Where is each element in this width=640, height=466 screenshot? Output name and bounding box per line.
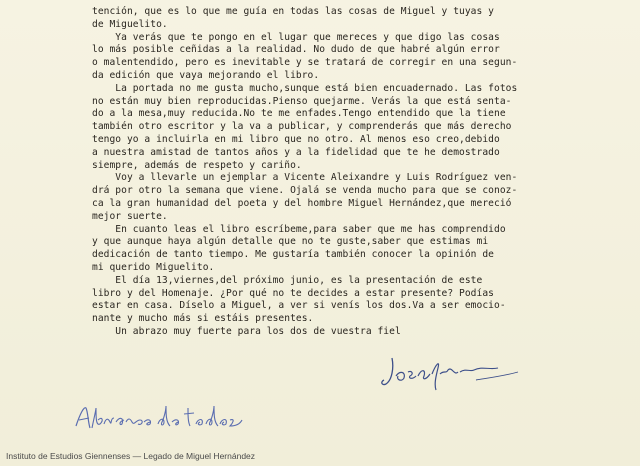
letter-line: libro y del Homenaje. ¿Por qué no te decides a estar presente? Podías xyxy=(92,287,494,299)
letter-line: En cuanto leas el libro escríbeme,para saber que me has comprendido xyxy=(92,223,506,235)
letter-line: mi querido Miguelito. xyxy=(92,261,215,273)
letter-line: ca la gran humanidad del poeta y del hombre Miguel Hernández,que mereció xyxy=(92,197,512,209)
letter-line: mejor suerte. xyxy=(92,210,168,222)
letter-line: Ya verás que te pongo en el lugar que mereces y que digo las cosas xyxy=(92,31,500,43)
letter-line: siempre, además de respeto y cariño. xyxy=(92,159,302,171)
letter-line: no están muy bien reproducidas.Pienso quejarme. Verás la que está senta- xyxy=(92,95,512,107)
letter-line: a nuestra amistad de tantos años y a la fidelidad que te he demostrado xyxy=(92,146,500,158)
letter-line: do a la mesa,muy reducida.No te me enfades.Tengo entendido que la tiene xyxy=(92,108,506,120)
letter-line: La portada no me gusta mucho,sunque está bien encuadernado. Las fotos xyxy=(92,82,518,94)
letter-line: de Miguelito. xyxy=(92,18,168,30)
letter-line: El día 13,viernes,del próximo junio, es la presentación de este xyxy=(92,274,483,286)
letter-line: nante y mucho más si estáis presentes. xyxy=(92,313,314,325)
letter-line: da edición que vaya mejorando el libro. xyxy=(92,69,320,81)
letter-line: Un abrazo muy fuerte para los dos de vuestra fiel xyxy=(92,325,401,337)
handwritten-signature xyxy=(378,350,528,394)
letter-line: dedicación de tanto tiempo. Me gustaría también conocer la opinión de xyxy=(92,249,494,261)
letter-line: Voy a llevarle un ejemplar a Vicente Aleixandre y Luis Rodríguez ven- xyxy=(92,172,518,184)
archive-credit: Instituto de Estudios Giennenses — Legado de Miguel Hernández xyxy=(6,451,256,461)
letter-line: tención, que es lo que me guía en todas las cosas de Miguel y tuyas y xyxy=(92,6,494,17)
letter-body xyxy=(92,6,638,339)
letter-line: drá por otro la semana que viene. Ojalá se venda mucho para que se conoz- xyxy=(92,185,518,197)
letter-line: también otro escritor y la va a publicar, y comprenderás que más derecho xyxy=(92,121,512,133)
letter-line: lo más posible ceñidas a la realidad. No dudo de que habré algún error xyxy=(92,44,500,56)
letter-line: y que aunque haya algún detalle que no te guste,saber que estimas mi xyxy=(92,236,489,248)
handwritten-note xyxy=(70,396,250,438)
letter-line: tengo yo a incluirla en mi libro que no otro. Al menos eso creo,debido xyxy=(92,133,500,145)
letter-line: o malentendido, pero es inevitable y se tratará de corregir en una segun- xyxy=(92,57,518,69)
letter-line: estar en casa. Díselo a Miguel, a ver si venís los dos.Va a ser emocio- xyxy=(92,300,506,312)
